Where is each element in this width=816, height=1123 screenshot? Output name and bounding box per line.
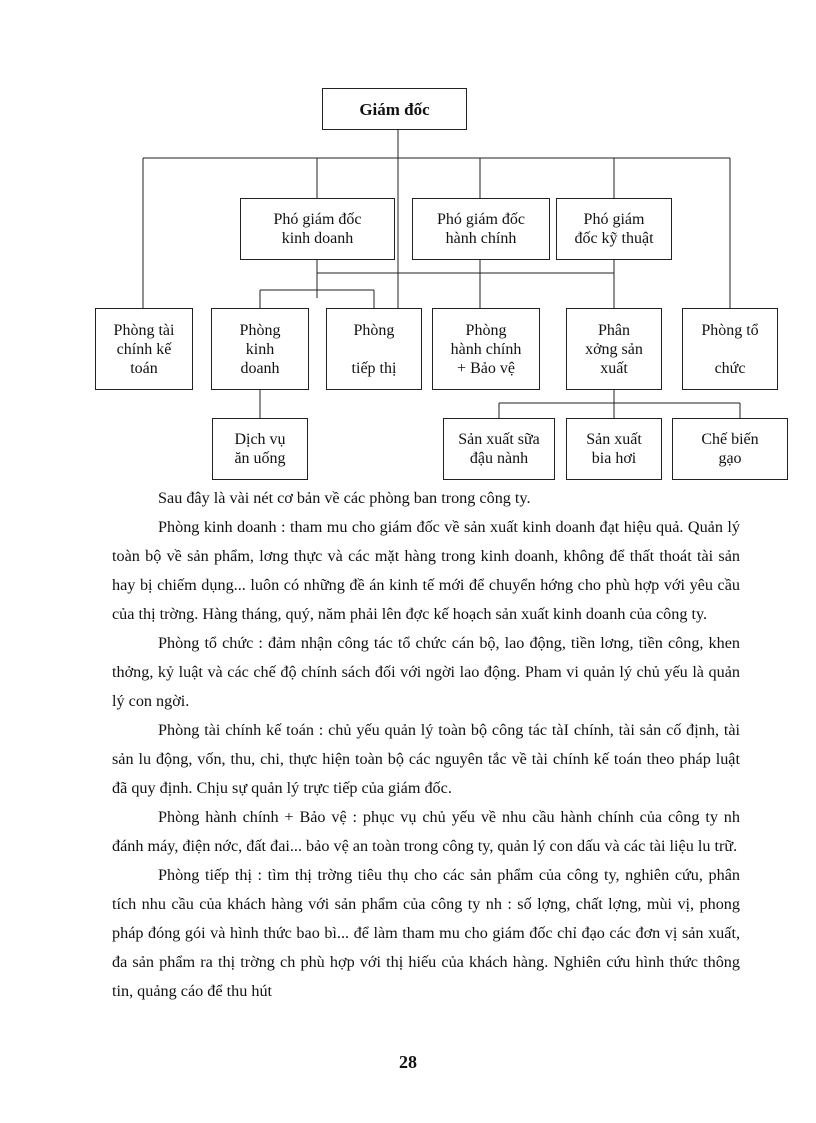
unit-rice-box: [672, 418, 788, 480]
organization-dept-paragraph: Phòng tổ chức : đảm nhận công tác tổ chức cán bộ, lao động, tiền lơng, tiền công, khen thởng, kỷ luật và các chế độ chính sách đối với ngời lao động. Pham vi quản lý chủ yếu là quản lý con ngời.: [112, 634, 740, 710]
dept-admin-security-box: [432, 308, 540, 390]
deputy-business-box: [240, 198, 395, 260]
unit-soy-milk-label: Sản xuất sữa đậu nành: [458, 431, 540, 467]
dept-sales-label: Phòng kinh doanh: [239, 321, 281, 377]
dept-organization-box: [682, 308, 778, 390]
dept-marketing-label: Phòng tiếp thị: [351, 321, 397, 377]
deputy-business-label: Phó giám đốc kinh doanh: [273, 211, 362, 247]
deputy-technical-label: Phó giám đốc kỹ thuật: [574, 211, 654, 247]
director-box: [322, 88, 467, 130]
unit-catering-box: [212, 418, 308, 480]
deputy-technical-box: [556, 198, 672, 260]
finance-dept-paragraph: Phòng tài chính kế toán : chủ yếu quản lý toàn bộ công tác tàI chính, tài sản cố định, tài sản lu động, vốn, thu, chi, thực hiện toàn bộ các nguyên tắc về tài chính kế toán theo pháp luật đã quy định. Chịu sự quản lý trực tiếp của giám đốc.: [112, 721, 740, 797]
deputy-admin-label: Phó giám đốc hành chính: [437, 211, 525, 247]
unit-draft-beer-label: Sản xuất bia hơi: [586, 431, 642, 467]
dept-sales-box: [211, 308, 309, 390]
deputy-admin-box: [412, 198, 550, 260]
admin-security-dept-paragraph: Phòng hành chính + Bảo vệ : phục vụ chủ yếu về nhu cầu hành chính của công ty nh đánh máy, điện nớc, đất đai... bảo vệ an toàn trong công ty, quản lý con dấu và các tài liệu lu trữ.: [112, 808, 740, 855]
dept-marketing-box: [326, 308, 422, 390]
director-label: Giám đốc: [359, 99, 430, 119]
dept-admin-security-label: Phòng hành chính + Bảo vệ: [450, 321, 522, 377]
unit-soy-milk-box: [443, 418, 555, 480]
dept-production-box: [566, 308, 662, 390]
unit-draft-beer-box: [566, 418, 662, 480]
unit-rice-label: Chế biến gạo: [701, 431, 759, 467]
sales-dept-paragraph: Phòng kinh doanh : tham mu cho giám đốc về sản xuất kinh doanh đạt hiệu quả. Quản lý toàn bộ về sản phẩm, lơng thực và các mặt hàng trong kinh doanh, không để thất thoát tài sản hay bị chiếm dụng... luôn có những đề án kinh tế mới để chuyển hớng cho phù hợp với yêu cầu của thị trờng. Hàng tháng, quý, năm phải lên đợc kế hoạch sản xuất kinh doanh của công ty.: [112, 518, 740, 623]
dept-organization-label: Phòng tổ chức: [701, 321, 759, 377]
dept-finance-box: [95, 308, 193, 390]
marketing-dept-paragraph: Phòng tiếp thị : tìm thị trờng tiêu thụ cho các sản phẩm của công ty, nghiên cứu, phân tích nhu cầu của khách hàng với sản phẩm của công ty nh : số lợng, chất lợng, mùi vị, phong pháp đóng gói và hình thức bao bì... để làm tham mu cho giám đốc chỉ đạo các đơn vị sản xuất, đa sản phẩm ra thị trờng ch phù hợp với thị hiếu của khách hàng. Nghiên cứu hình thức thông tin, quảng cáo để thu hút: [112, 866, 740, 1000]
intro-paragraph: Sau đây là vài nét cơ bản về các phòng ban trong công ty.: [158, 489, 531, 507]
dept-finance-label: Phòng tài chính kế toán: [113, 321, 175, 377]
body-text: [112, 484, 740, 1006]
page-number: 28: [399, 1052, 417, 1072]
dept-production-label: Phân xởng sản xuất: [585, 321, 643, 377]
unit-catering-label: Dịch vụ ăn uống: [234, 431, 286, 467]
